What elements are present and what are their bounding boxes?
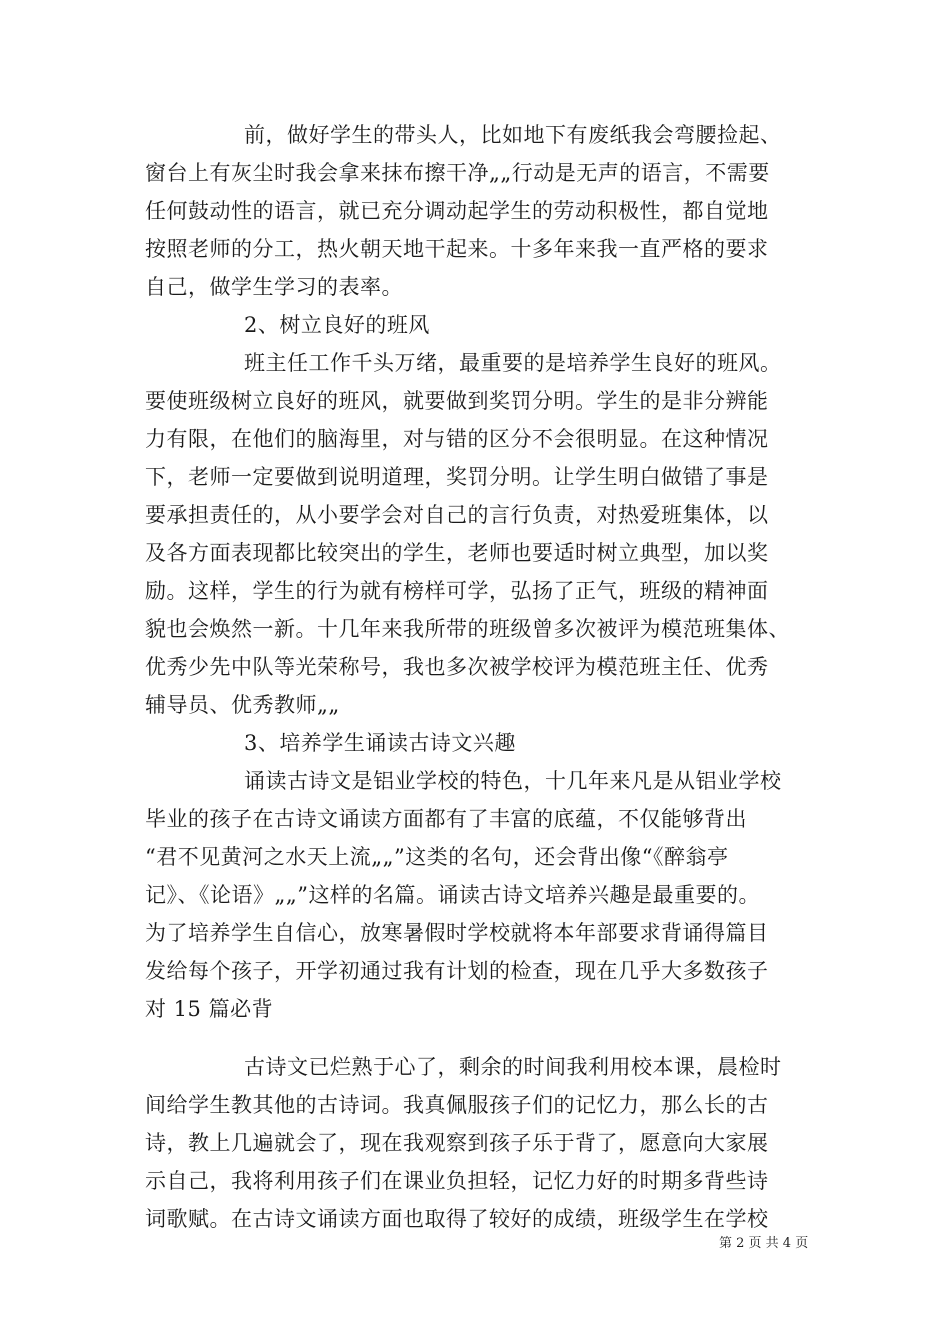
text-line: 间给学生教其他的古诗词。我真佩服孩子们的记忆力，那么长的古 xyxy=(145,1093,769,1117)
text-line: 下，老师一定要做到说明道理，奖罚分明。让学生明白做错了事是 xyxy=(145,465,769,489)
text-line: 为了培养学生自信心，放寒暑假时学校就将本年部要求背诵得篇目 xyxy=(145,921,769,945)
text-line: 毕业的孩子在古诗文诵读方面都有了丰富的底蕴，不仅能够背出 xyxy=(145,807,747,831)
text-line: 要使班级树立良好的班风，就要做到奖罚分明。学生的是非分辨能 xyxy=(145,389,769,413)
text-line: 发给每个孩子，开学初通过我有计划的检查，现在几乎大多数孩子 xyxy=(145,959,769,983)
text-line: 任何鼓动性的语言，就已充分调动起学生的劳动积极性，都自觉地 xyxy=(145,199,769,223)
text-line: 班主任工作千头万绪，最重要的是培养学生良好的班风。 xyxy=(244,351,782,375)
text-line: 自己，做学生学习的表率。 xyxy=(145,275,403,299)
text-line: 辅导员、优秀教师„„ xyxy=(145,693,340,717)
text-line: 前，做好学生的带头人，比如地下有废纸我会弯腰捡起、 xyxy=(244,123,782,147)
text-line: 示自己，我将利用孩子们在课业负担轻，记忆力好的时期多背些诗 xyxy=(145,1169,769,1193)
section-heading: 3、培养学生诵读古诗文兴趣 xyxy=(244,731,516,755)
text-line: 对 15 篇必背 xyxy=(145,997,274,1021)
text-line: 词歌赋。在古诗文诵读方面也取得了较好的成绩，班级学生在学校 xyxy=(145,1207,769,1231)
text-line: 励。这样，学生的行为就有榜样可学，弘扬了正气，班级的精神面 xyxy=(145,579,769,603)
text-line: “君不见黄河之水天上流„„”这类的名句，还会背出像“《醉翁亭 xyxy=(145,845,729,869)
text-line: 窗台上有灰尘时我会拿来抹布擦干净„„行动是无声的语言，不需要 xyxy=(145,161,770,185)
page-number: 第 2 页 共 4 页 xyxy=(719,1236,809,1251)
text-line: 记》、《论语》„„”这样的名篇。诵读古诗文培养兴趣是最重要的。 xyxy=(145,883,760,907)
text-line: 优秀少先中队等光荣称号，我也多次被学校评为模范班主任、优秀 xyxy=(145,655,769,679)
text-line: 要承担责任的，从小要学会对自己的言行负责，对热爱班集体，以 xyxy=(145,503,769,527)
text-line: 诗，教上几遍就会了，现在我观察到孩子乐于背了，愿意向大家展 xyxy=(145,1131,769,1155)
text-line: 诵读古诗文是铝业学校的特色，十几年来凡是从铝业学校 xyxy=(244,769,782,793)
text-line: 及各方面表现都比较突出的学生，老师也要适时树立典型，加以奖 xyxy=(145,541,769,565)
text-line: 力有限，在他们的脑海里，对与错的区分不会很明显。在这种情况 xyxy=(145,427,769,451)
text-line: 按照老师的分工，热火朝天地干起来。十多年来我一直严格的要求 xyxy=(145,237,769,261)
section-heading: 2、树立良好的班风 xyxy=(244,313,430,337)
text-line: 古诗文已烂熟于心了，剩余的时间我利用校本课，晨检时 xyxy=(244,1055,782,1079)
text-line: 貌也会焕然一新。十几年来我所带的班级曾多次被评为模范班集体、 xyxy=(145,617,790,641)
